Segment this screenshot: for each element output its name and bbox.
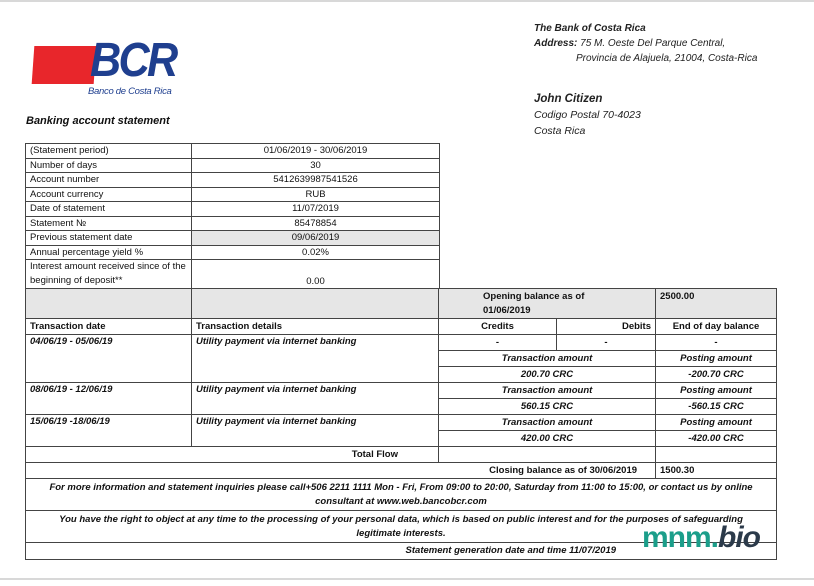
- info-row: [26, 245, 440, 260]
- transaction-date: 15/06/19 -18/06/19: [26, 415, 192, 447]
- logo-red-block: [32, 46, 97, 84]
- info-row: [26, 202, 440, 217]
- balance-value: -: [656, 335, 777, 351]
- rights-note: You have the right to object at any time to the processing of your personal data, which is based on public interest and for the purposes of safeguarding legitimate interests.: [26, 511, 777, 543]
- header-details: Transaction details: [192, 319, 439, 335]
- transactions-table: [25, 288, 777, 560]
- transaction-details: Utility payment via internet banking: [192, 383, 439, 415]
- info-value: 01/06/2019 - 30/06/2019: [192, 144, 440, 159]
- info-label: Account currency: [26, 187, 192, 202]
- transaction-amount: 560.15 CRC: [439, 399, 656, 415]
- info-label: Account number: [26, 173, 192, 188]
- header-date: Transaction date: [26, 319, 192, 335]
- info-row: [26, 158, 440, 173]
- header-row: [26, 319, 777, 335]
- info-value: 85478854: [192, 216, 440, 231]
- info-value: 09/06/2019: [192, 231, 440, 246]
- debits-value: -: [557, 335, 656, 351]
- posting-amount-label: Posting amount: [656, 383, 777, 399]
- info-value: 0.00: [192, 260, 440, 289]
- address-line2: Provincia de Alajuela, 21004, Costa-Rica: [576, 53, 758, 64]
- bottom-divider: [0, 578, 814, 580]
- info-label: Statement №: [26, 216, 192, 231]
- opening-balance-row: [26, 289, 777, 319]
- bank-name: The Bank of Costa Rica: [534, 23, 646, 34]
- generation-date: Statement generation date and time 11/07/2019: [26, 543, 777, 560]
- total-flow-label: Total Flow: [26, 447, 439, 463]
- info-label: Previous statement date: [26, 231, 192, 246]
- account-info-table: [25, 143, 440, 289]
- bcr-logo: [30, 34, 190, 100]
- transaction-details: Utility payment via internet banking: [192, 415, 439, 447]
- transaction-row: [26, 335, 777, 351]
- opening-balance-value: 2500.00: [656, 289, 777, 319]
- total-flow-row: [26, 447, 777, 463]
- info-value: RUB: [192, 187, 440, 202]
- customer-line2: Costa Rica: [534, 125, 586, 137]
- info-label: Number of days: [26, 158, 192, 173]
- address-line1: 75 M. Oeste Del Parque Central,: [580, 38, 726, 49]
- logo-mark: BCR: [90, 34, 176, 87]
- transaction-date: 08/06/19 - 12/06/19: [26, 383, 192, 415]
- watermark: [642, 522, 760, 554]
- posting-amount: -420.00 CRC: [656, 431, 777, 447]
- customer-info: [534, 91, 641, 139]
- transaction-details: Utility payment via internet banking: [192, 335, 439, 383]
- document-title: Banking account statement: [26, 115, 170, 127]
- opening-balance-label: Opening balance as of 01/06/2019: [439, 289, 656, 319]
- transaction-amount-label: Transaction amount: [439, 351, 656, 367]
- info-row: [26, 260, 440, 289]
- info-row: [26, 187, 440, 202]
- customer-name: John Citizen: [534, 93, 603, 105]
- closing-balance-value: 1500.30: [656, 463, 777, 479]
- posting-amount: -560.15 CRC: [656, 399, 777, 415]
- credits-value: -: [439, 335, 557, 351]
- bank-info: [534, 21, 757, 66]
- info-label: Interest amount received since of the beginning of deposit**: [26, 260, 192, 289]
- info-value: 0.02%: [192, 245, 440, 260]
- info-value: 30: [192, 158, 440, 173]
- info-row: [26, 144, 440, 159]
- info-row: [26, 173, 440, 188]
- watermark-left: mnm.: [642, 521, 719, 554]
- posting-amount-label: Posting amount: [656, 351, 777, 367]
- posting-amount: -200.70 CRC: [656, 367, 777, 383]
- transaction-amount-label: Transaction amount: [439, 383, 656, 399]
- transaction-row: [26, 415, 777, 431]
- contact-row: [26, 479, 777, 511]
- transaction-row: [26, 383, 777, 399]
- info-row: [26, 231, 440, 246]
- posting-amount-label: Posting amount: [656, 415, 777, 431]
- info-value: 5412639987541526: [192, 173, 440, 188]
- info-label: Annual percentage yield %: [26, 245, 192, 260]
- transaction-amount-label: Transaction amount: [439, 415, 656, 431]
- customer-line1: Codigo Postal 70-4023: [534, 109, 641, 121]
- address-label: Address:: [534, 38, 578, 49]
- info-label: Date of statement: [26, 202, 192, 217]
- logo-subtitle: Banco de Costa Rica: [88, 86, 172, 97]
- header-credits: Credits: [439, 319, 557, 335]
- watermark-right: bio: [718, 521, 761, 554]
- header-debits: Debits: [557, 319, 656, 335]
- info-value: 11/07/2019: [192, 202, 440, 217]
- closing-balance-row: [26, 463, 777, 479]
- transaction-amount: 420.00 CRC: [439, 431, 656, 447]
- info-row: [26, 216, 440, 231]
- closing-balance-label: Closing balance as of 30/06/2019: [26, 463, 656, 479]
- header-balance: End of day balance: [656, 319, 777, 335]
- transaction-date: 04/06/19 - 05/06/19: [26, 335, 192, 383]
- contact-note: For more information and statement inquiries please call+506 2211 1111 Mon - Fri, From 09:00 to 20:00, Saturday from 11:00 to 15:00, or contact us by online consultant at www.web.bancobcr.com: [26, 479, 777, 511]
- info-label: (Statement period): [26, 144, 192, 159]
- top-divider: [0, 0, 814, 2]
- transaction-amount: 200.70 CRC: [439, 367, 656, 383]
